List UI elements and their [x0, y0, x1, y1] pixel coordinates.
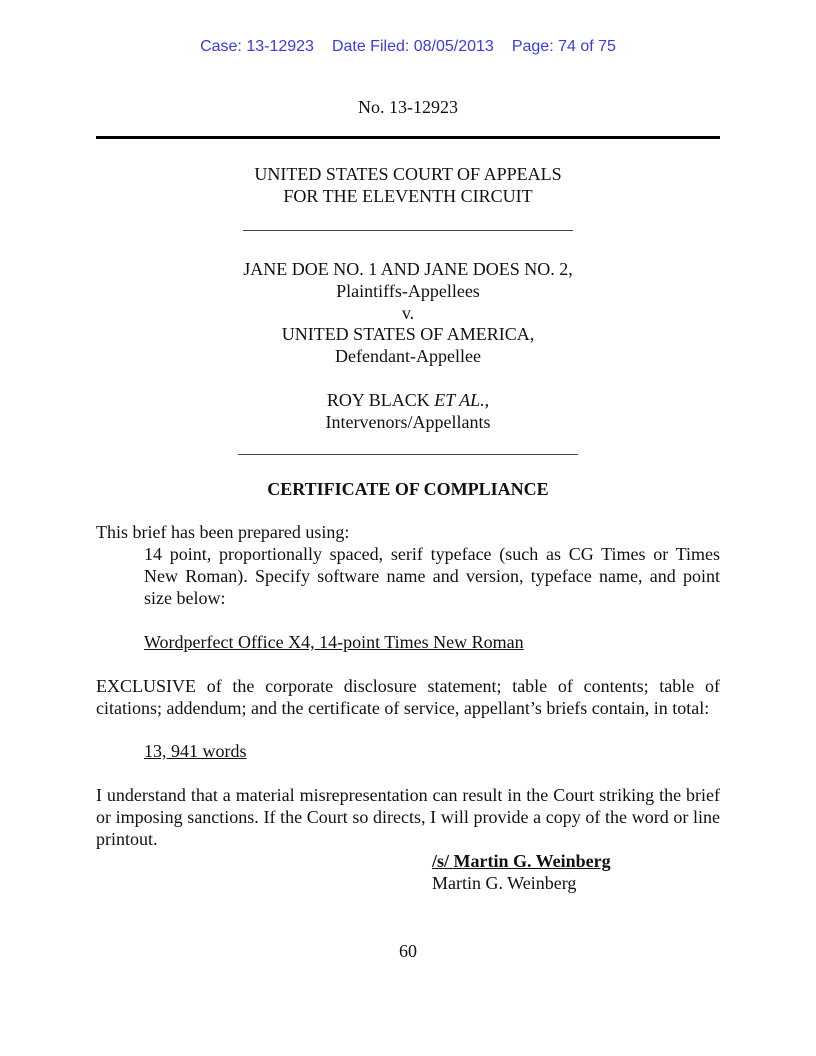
docket-number: No. 13-12923 — [358, 97, 458, 117]
certificate-title: CERTIFICATE OF COMPLIANCE — [267, 479, 549, 499]
electronic-signature: /s/ Martin G. Weinberg — [432, 851, 611, 871]
exclusive-text: EXCLUSIVE of the corporate disclosure statement; table of contents; table of citations; addendum; and the certificate of service, appellant’s briefs contain, in total: — [96, 676, 720, 718]
word-count-text: 13, 941 words — [144, 741, 247, 761]
versus: v. — [401, 303, 415, 323]
date-filed-stamp: Date Filed: 08/05/2013 — [331, 38, 494, 55]
plaintiffs-name: JANE DOE NO. 1 AND JANE DOES NO. 2, — [243, 259, 573, 279]
word-count — [144, 740, 720, 762]
defendant-role: Defendant-Appellee — [335, 346, 481, 366]
caption-divider-top — [243, 230, 573, 231]
page-number: 60 — [399, 941, 417, 961]
caption-divider-bottom — [238, 454, 578, 455]
case-number-stamp: Case: 13-12923 — [200, 38, 314, 55]
intervenors-lead: ROY BLACK — [326, 390, 430, 410]
court-name-line2: FOR THE ELEVENTH CIRCUIT — [283, 186, 533, 206]
intervenors-role: Intervenors/Appellants — [325, 412, 491, 432]
ecf-header-stamp — [0, 38, 816, 56]
plaintiffs-role: Plaintiffs-Appellees — [336, 281, 480, 301]
software-used — [144, 631, 720, 653]
intervenors-comma: , — [484, 390, 490, 410]
court-name-line1: UNITED STATES COURT OF APPEALS — [254, 164, 562, 184]
software-used-text: Wordperfect Office X4, 14-point Times New Roman — [144, 632, 524, 652]
header-divider — [96, 136, 720, 139]
prepared-using-text: This brief has been prepared using: — [96, 522, 350, 542]
intervenors-etal: ET AL. — [434, 390, 485, 410]
defendant-name: UNITED STATES OF AMERICA, — [281, 324, 535, 344]
signer-name: Martin G. Weinberg — [432, 873, 577, 893]
intervenors-name — [0, 389, 816, 411]
typeface-requirement-text: 14 point, proportionally spaced, serif typeface (such as CG Times or Times New Roman). Specify software name and version, typeface name, and point size below: — [144, 544, 720, 608]
page-count-stamp: Page: 74 of 75 — [511, 38, 616, 55]
misrepresentation-text: I understand that a material misrepresentation can result in the Court striking the brief or imposing sanctions. If the Court so directs, I will provide a copy of the word or line printout. — [96, 785, 720, 849]
